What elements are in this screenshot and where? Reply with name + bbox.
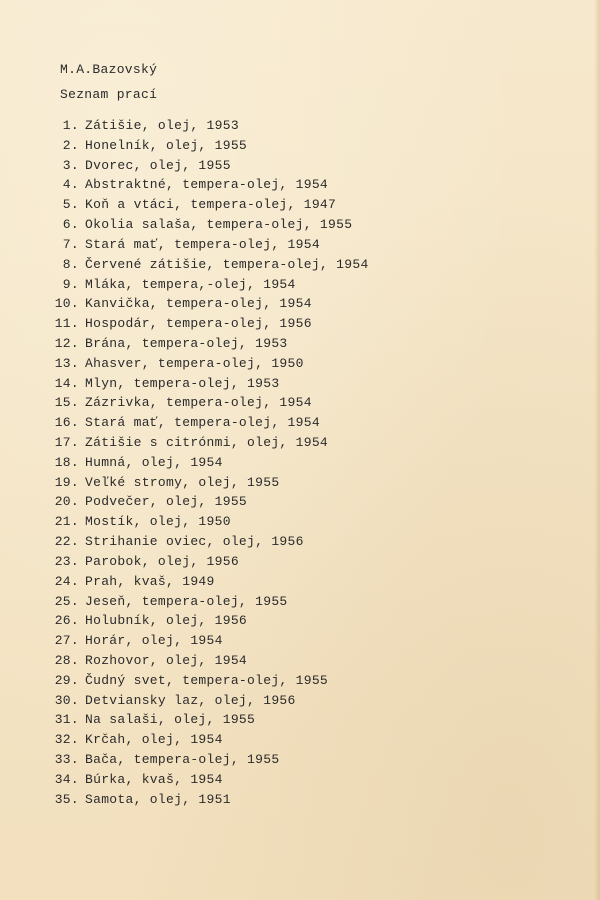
work-number: 22. xyxy=(54,534,79,550)
work-description: Detviansky laz, olej, 1956 xyxy=(85,692,296,708)
work-description: Humná, olej, 1954 xyxy=(85,454,223,470)
work-description: Stará mať, tempera-olej, 1954 xyxy=(85,415,320,431)
work-description: Holubník, olej, 1956 xyxy=(85,613,248,629)
work-number: 5. xyxy=(62,197,79,213)
work-number: 21. xyxy=(54,514,79,530)
work-number: 3. xyxy=(62,157,79,173)
work-description: Stará mať, tempera-olej, 1954 xyxy=(85,236,320,252)
work-description: Abstraktné, tempera-olej, 1954 xyxy=(85,177,329,193)
work-number: 7. xyxy=(62,236,79,252)
work-description: Horár, olej, 1954 xyxy=(85,633,223,649)
work-number: 34. xyxy=(54,771,79,787)
work-number: 26. xyxy=(54,613,79,629)
work-description: Veľké stromy, olej, 1955 xyxy=(85,474,280,490)
work-description: Na salaši, olej, 1955 xyxy=(85,712,256,728)
work-number: 12. xyxy=(54,335,79,351)
work-description: Podvečer, olej, 1955 xyxy=(85,494,248,510)
work-description: Parobok, olej, 1956 xyxy=(85,553,239,569)
work-number: 13. xyxy=(54,355,79,371)
work-description: Mostík, olej, 1950 xyxy=(85,514,231,530)
work-number: 15. xyxy=(54,395,79,411)
work-description: Zátišie, olej, 1953 xyxy=(85,118,239,133)
author-name: M.A.Bazovský xyxy=(60,62,158,77)
work-number: 8. xyxy=(62,256,79,272)
work-description: Prah, kvaš, 1949 xyxy=(85,573,215,589)
work-number: 29. xyxy=(54,672,79,688)
work-description: Zázrivka, tempera-olej, 1954 xyxy=(85,395,312,411)
work-description: Strihanie oviec, olej, 1956 xyxy=(85,534,304,550)
work-number: 23. xyxy=(54,553,79,569)
work-description: Okolia salaša, tempera-olej, 1955 xyxy=(85,217,353,233)
work-number: 31. xyxy=(54,712,79,728)
work-number: 1. xyxy=(62,118,79,133)
work-description: Zátišie s citrónmi, olej, 1954 xyxy=(85,435,329,450)
work-description: Brána, tempera-olej, 1953 xyxy=(85,335,288,351)
work-description: Hospodár, tempera-olej, 1956 xyxy=(85,316,312,332)
work-description: Bača, tempera-olej, 1955 xyxy=(85,752,280,767)
work-number: 28. xyxy=(54,652,79,668)
work-description: Honelník, olej, 1955 xyxy=(85,137,248,153)
work-number: 19. xyxy=(54,474,79,490)
work-description: Kanvička, tempera-olej, 1954 xyxy=(85,296,312,312)
work-number: 11. xyxy=(54,316,79,332)
work-description: Mlyn, tempera-olej, 1953 xyxy=(85,375,280,391)
work-description: Čudný svet, tempera-olej, 1955 xyxy=(85,672,329,688)
work-number: 18. xyxy=(54,454,79,470)
work-description: Rozhovor, olej, 1954 xyxy=(85,652,248,668)
work-number: 16. xyxy=(54,415,79,431)
work-number: 25. xyxy=(54,593,79,609)
work-number: 32. xyxy=(54,732,79,748)
work-description: Jeseň, tempera-olej, 1955 xyxy=(85,593,288,609)
work-number: 35. xyxy=(54,791,79,807)
work-number: 4. xyxy=(62,177,79,193)
work-description: Ahasver, tempera-olej, 1950 xyxy=(85,355,304,371)
work-number: 9. xyxy=(62,276,79,292)
work-number: 27. xyxy=(54,633,79,649)
work-number: 17. xyxy=(54,435,79,450)
work-number: 14. xyxy=(54,375,79,391)
work-number: 33. xyxy=(54,752,79,767)
work-description: Mláka, tempera,-olej, 1954 xyxy=(85,276,296,292)
work-number: 6. xyxy=(62,217,79,233)
paper-edge-shadow xyxy=(594,0,600,900)
work-description: Búrka, kvaš, 1954 xyxy=(85,771,223,787)
work-number: 24. xyxy=(54,573,79,589)
work-description: Samota, olej, 1951 xyxy=(85,791,231,807)
work-number: 10. xyxy=(54,296,79,312)
work-number: 20. xyxy=(54,494,79,510)
work-description: Koň a vtáci, tempera-olej, 1947 xyxy=(85,197,337,213)
work-number: 30. xyxy=(54,692,79,708)
work-number: 2. xyxy=(62,137,79,153)
work-description: Krčah, olej, 1954 xyxy=(85,732,223,748)
work-description: Červené zátišie, tempera-olej, 1954 xyxy=(85,256,369,272)
work-description: Dvorec, olej, 1955 xyxy=(85,157,231,173)
document-title: Seznam prací xyxy=(60,87,158,102)
